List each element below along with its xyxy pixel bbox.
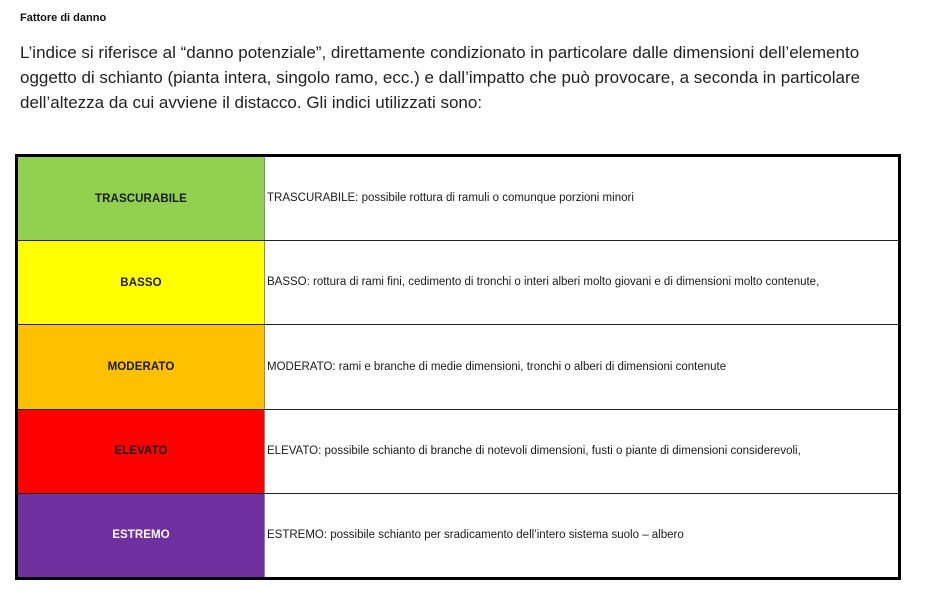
level-cell: TRASCURABILE (18, 157, 265, 240)
table-row-elevato (18, 410, 898, 494)
level-cell: ELEVATO (18, 410, 265, 493)
table-row-basso (18, 241, 898, 325)
level-cell: MODERATO (18, 325, 265, 408)
damage-index-table (15, 154, 901, 580)
level-cell: ESTREMO (18, 494, 265, 577)
section-heading: Fattore di danno (20, 12, 107, 24)
description-cell: BASSO: rottura di rami fini, cedimento di tronchi o interi alberi molto giovani e di dimensioni molto contenute, (267, 276, 820, 289)
table-row-trascurabile (18, 157, 898, 241)
table-row-moderato (18, 325, 898, 409)
description-cell: ELEVATO: possibile schianto di branche di notevoli dimensioni, fusti o piante di dimensioni considerevoli, (267, 444, 801, 457)
description-cell: TRASCURABILE: possibile rottura di ramuli o comunque porzioni minori (267, 192, 634, 205)
description-cell: ESTREMO: possibile schianto per sradicamento dell’intero sistema suolo – albero (267, 528, 684, 541)
description-cell: MODERATO: rami e branche di medie dimensioni, tronchi o alberi di dimensioni contenute (267, 360, 727, 373)
table-row-estremo (18, 494, 898, 577)
intro-paragraph: L’indice si riferisce al “danno potenziale”, direttamente condizionato in particolare dalle dimensioni dell’elemento oggetto di schianto (pianta intera, singolo ramo, ecc.) e dall’impatto che può provocare, a seconda in particolare dell’altezza da cui avviene il distacco. Gli indici utilizzati sono: (20, 43, 861, 112)
level-cell: BASSO (18, 241, 265, 324)
